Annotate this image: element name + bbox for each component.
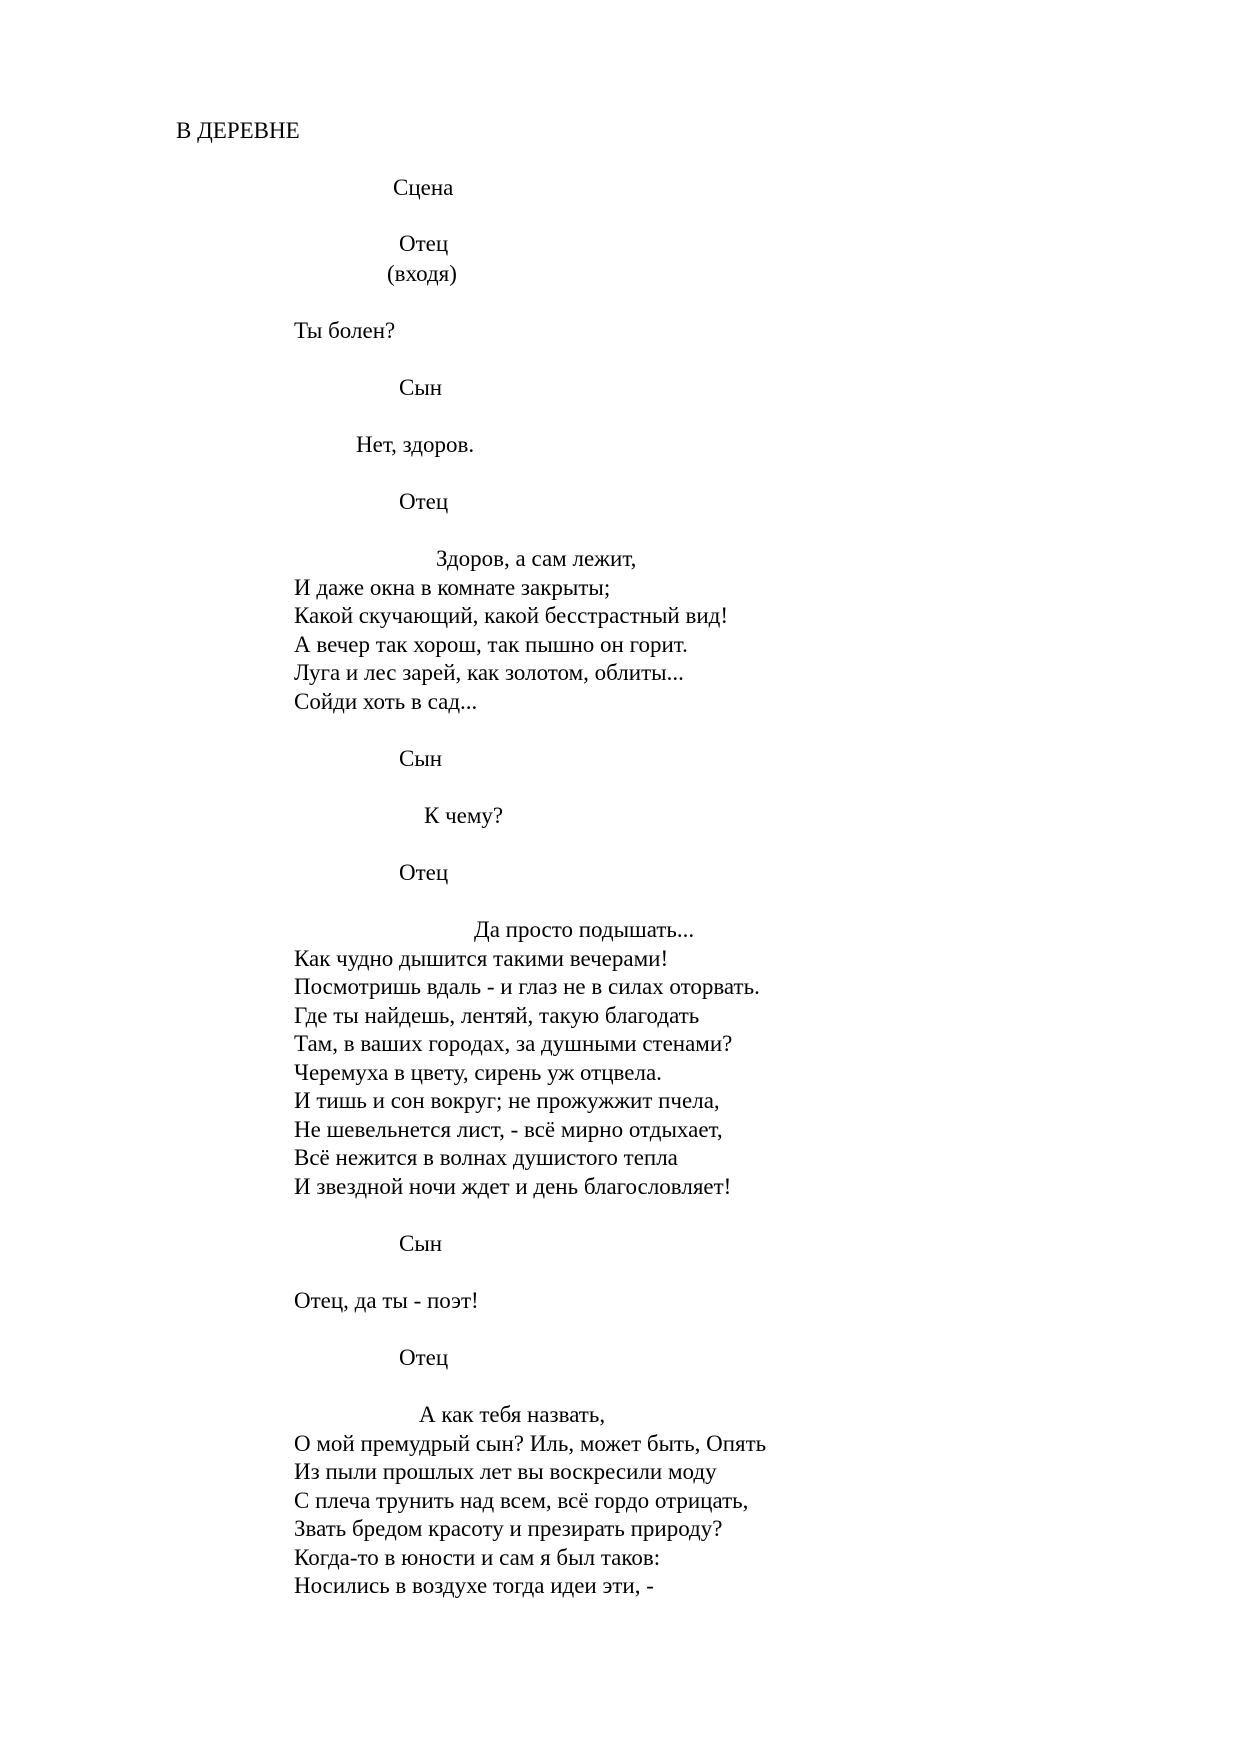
dialogue-line: Сойди хоть в сад... xyxy=(294,689,478,714)
dialogue-line: О мой премудрый сын? Иль, может быть, Опять xyxy=(294,1431,767,1456)
dialogue-line: Носились в воздухе тогда идеи эти, - xyxy=(294,1573,654,1598)
dialogue-line: Луга и лес зарей, как золотом, облиты... xyxy=(294,660,684,685)
dialogue-line: Всё нежится в волнах душистого тепла xyxy=(294,1145,678,1170)
speaker-son: Сын xyxy=(399,375,443,400)
dialogue-line: Отец, да ты - поэт! xyxy=(294,1288,479,1313)
dialogue-line: Посмотришь вдаль - и глаз не в силах оторвать. xyxy=(294,974,760,999)
dialogue-line: Звать бредом красоту и презирать природу? xyxy=(294,1516,723,1541)
dialogue-line: И звездной ночи ждет и день благословляет! xyxy=(294,1174,732,1199)
speaker-son: Сын xyxy=(399,1231,443,1256)
dialogue-line: Не шевельнется лист, - всё мирно отдыхает, xyxy=(294,1117,723,1142)
page-title: В ДЕРЕВНЕ xyxy=(176,118,300,143)
dialogue-line: Да просто подышать... xyxy=(474,917,695,942)
speaker-father: Отец xyxy=(399,489,449,514)
dialogue-line: Какой скучающий, какой бесстрастный вид! xyxy=(294,603,729,628)
dialogue-line: Здоров, а сам лежит, xyxy=(436,546,637,571)
dialogue-line: Как чудно дышится такими вечерами! xyxy=(294,946,669,971)
scene-heading: Сцена xyxy=(393,175,454,200)
speaker-father: Отец xyxy=(399,231,449,256)
dialogue-line: Когда-то в юности и сам я был таков: xyxy=(294,1545,661,1570)
dialogue-line: Черемуха в цвету, сирень уж отцвела. xyxy=(294,1060,662,1085)
speaker-son: Сын xyxy=(399,746,443,771)
speaker-father: Отец xyxy=(399,1345,449,1370)
dialogue-line: Нет, здоров. xyxy=(356,432,475,457)
dialogue-line: К чему? xyxy=(424,803,504,828)
speaker-father: Отец xyxy=(399,860,449,885)
dialogue-line: А как тебя назвать, xyxy=(419,1402,606,1427)
dialogue-line: Ты болен? xyxy=(294,318,396,343)
dialogue-line: А вечер так хорош, так пышно он горит. xyxy=(294,632,688,657)
dialogue-line: Там, в ваших городах, за душными стенами? xyxy=(294,1031,733,1056)
dialogue-line: Из пыли прошлых лет вы воскресили моду xyxy=(294,1459,717,1484)
dialogue-line: И даже окна в комнате закрыты; xyxy=(294,575,611,600)
dialogue-line: Где ты найдешь, лентяй, такую благодать xyxy=(294,1003,700,1028)
dialogue-line: И тишь и сон вокруг; не прожужжит пчела, xyxy=(294,1088,720,1113)
stage-direction: (входя) xyxy=(387,261,457,286)
dialogue-line: С плеча трунить над всем, всё гордо отрицать, xyxy=(294,1488,749,1513)
